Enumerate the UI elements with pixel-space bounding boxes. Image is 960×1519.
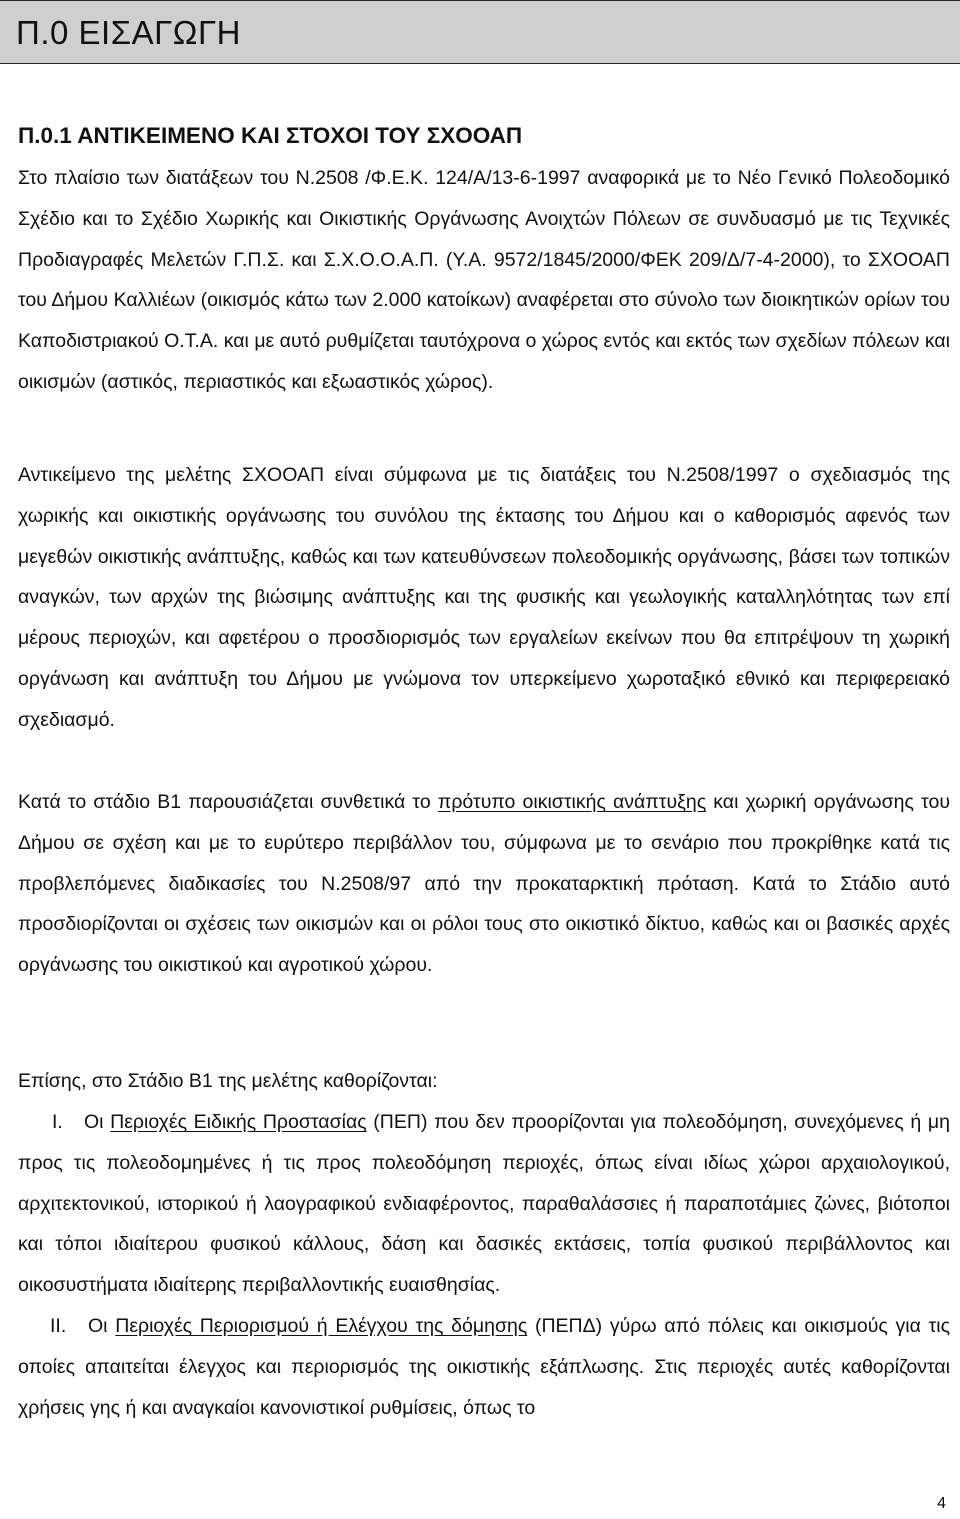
underlined-term: Περιοχές Περιορισμού ή Ελέγχου της δόμησης [115,1314,528,1337]
list-item [18,1102,950,1306]
paragraph-legal-framework [18,158,950,403]
section-heading: Π.0.1 ΑΝΤΙΚΕΙΜΕΝΟ ΚΑΙ ΣΤΟΧΟΙ ΤΟΥ ΣΧΟΟΑΠ [18,123,523,148]
list-item-text: (ΠΕΠΔ) γύρω από πόλεις και οικισμούς για τις οποίες απαιτείται έλεγχος και περιορισμός της οικιστικής εξάπλωσης. Στις περιοχές αυτές καθορίζονται χρήσεις γης ή και αναγκαίοι κανονιστικοί ρυθμίσεις, όπως το [18,1314,950,1419]
list-item-text: (ΠΕΠ) που δεν προορίζονται για πολεοδόμηση, συνεχόμενες ή μη προς τις πολεοδομημένες ή τις προς πολεοδόμηση περιοχές, όπως είναι ιδίως χώροι αρχαιολογικού, αρχιτεκτονικού, ιστορικού ή λαογραφικού ενδιαφέροντος, παραθαλάσσιες ή παραποτάμιες ζώνες, βιότοποι και τόποι ιδιαίτερου φυσικού κάλλους, δάση και δασικές εκτάσεις, τοπία φυσικού περιβάλλοντος και οικοσυστήματα ιδιαίτερης περιβαλλοντικής ευαισθησίας. [18,1111,950,1297]
list-item-text: Οι [84,1111,111,1133]
definitions-list [18,1102,950,1428]
paragraph-study-object [18,455,950,741]
page-number: 4 [937,1495,946,1512]
list-item-number: I. [52,1111,63,1133]
paragraph-text: Στο πλαίσιο των διατάξεων του Ν.2508 /Φ.Ε.Κ. 124/Α/13-6-1997 αναφορικά με το Νέο Γενικό Πολεοδομικό Σχέδιο και το Σχέδιο Χωρικής και Οικιστικής Οργάνωσης Ανοιχτών Πόλεων σε συνδυασμό με τις Τεχνικές Προδιαγραφές Μελετών Γ.Π.Σ. και Σ.Χ.Ο.Ο.Α.Π. (Υ.Α. 9572/1845/2000/ΦΕΚ 209/Δ/7-4-2000), το ΣΧΟΟΑΠ του Δήμου Καλλιέων (οικισμός κάτω των 2.000 κατοίκων) αναφέρεται στο σύνολο των διοικητικών ορίων του Καποδιστριακού Ο.Τ.Α. και με αυτό ρυθμίζεται ταυτόχρονα ο χώρος εντός και εκτός των σχεδίων πόλεων και οικισμών (αστικός, περιαστικός και εξωαστικός χώρος). [18,167,950,393]
chapter-header-bar [0,0,960,64]
paragraph-text: Επίσης, στο Στάδιο Β1 της μελέτης καθορίζονται: [18,1070,438,1092]
underlined-term: πρότυπο οικιστικής ανάπτυξης [437,791,707,813]
list-item [18,1306,950,1428]
underlined-term: Περιοχές Ειδικής Προστασίας [110,1111,367,1133]
paragraph-stage-b1 [18,782,950,986]
chapter-title: Π.0 ΕΙΣΑΓΩΓΗ [16,14,241,51]
list-item-number: II. [50,1314,67,1337]
list-item-text: Οι [88,1314,116,1337]
paragraph-text-part: και χωρική οργάνωσης του Δήμου σε σχέση και με το ευρύτερο περιβάλλον του, σύμφωνα με το σενάριο που προκρίθηκε κατά τις προβλεπόμενες διαδικασίες του Ν.2508/97 από την προκαταρκτική πρόταση. Κατά το Στάδιο αυτό προσδιορίζονται οι σχέσεις των οικισμών και οι ρόλοι τους στο οικιστικό δίκτυο, καθώς και οι βασικές αρχές οργάνωσης του οικιστικού και αγροτικού χώρου. [18,791,950,977]
paragraph-text: Αντικείμενο της μελέτης ΣΧΟΟΑΠ είναι σύμφωνα με τις διατάξεις του Ν.2508/1997 ο σχεδιασμός της χωρικής και οικιστικής οργάνωσης του συνόλου της έκτασης του Δήμου και ο καθορισμός αφενός των μεγεθών οικιστικής ανάπτυξης, καθώς και των κατευθύνσεων πολεοδομικής οργάνωσης, βάσει των τοπικών αναγκών, των αρχών της βιώσιμης ανάπτυξης και της φυσικής και γεωλογικής καταλληλότητας των επί μέρους περιοχών, και αφετέρου ο προσδιορισμός των εργαλείων εκείνων που θα επιτρέψουν τη χωρική οργάνωση και ανάπτυξη του Δήμου με γνώμονα τον υπερκείμενο χωροταξικό εθνικό και περιφερειακό σχεδιασμό. [18,464,950,731]
paragraph-text [18,782,950,986]
paragraph-stage-b1-intro [18,1061,950,1102]
paragraph-text-part: Κατά το στάδιο Β1 παρουσιάζεται συνθετικά το [18,791,438,813]
